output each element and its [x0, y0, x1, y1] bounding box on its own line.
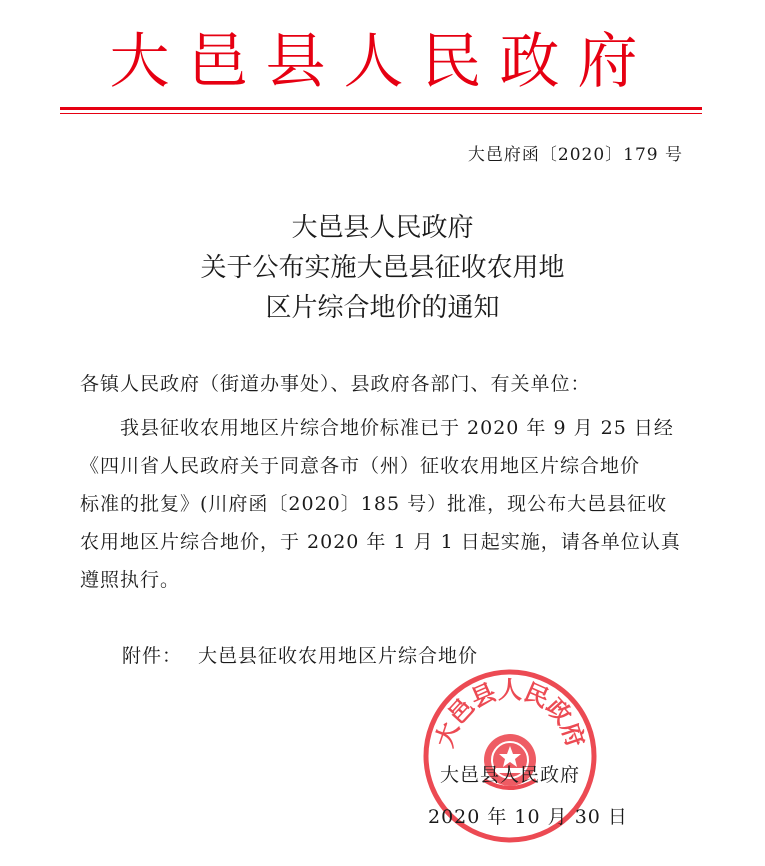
paragraph-line: 我县征收农用地区片综合地价标准已于 2020 年 9 月 25 日经	[120, 417, 674, 439]
letterhead-title: 大邑县人民政府	[109, 27, 656, 97]
attachment-label: 附件：	[122, 645, 183, 667]
paragraph-line: 农用地区片综合地价，于 2020 年 1 月 1 日起实施，请各单位认真	[80, 531, 681, 553]
signature-org: 大邑县人民政府	[440, 764, 581, 786]
seal-text: 大邑县人民政府	[429, 675, 591, 751]
title-line-3: 区片综合地价的通知	[265, 293, 500, 323]
paragraph-line: 《四川省人民政府关于同意各市（州）征收农用地区片综合地价	[80, 455, 641, 477]
paragraph-line: 标准的批复》(川府函〔2020〕185 号）批准，现公布大邑县征收	[80, 493, 668, 515]
salutation: 各镇人民政府（街道办事处）、县政府各部门、有关单位：	[80, 373, 591, 395]
title-line-1: 大邑县人民政府	[291, 213, 474, 243]
document-number: 大邑府函〔2020〕179 号	[467, 145, 683, 165]
title-line-2: 关于公布实施大邑县征收农用地	[200, 253, 565, 283]
letterhead-rule-thick	[60, 107, 702, 110]
signature-date: 2020 年 10 月 30 日	[428, 806, 628, 828]
letterhead-rule-thin	[60, 113, 702, 114]
paragraph-line: 遵照执行。	[80, 569, 181, 591]
attachment-title: 大邑县征收农用地区片综合地价	[198, 645, 479, 667]
